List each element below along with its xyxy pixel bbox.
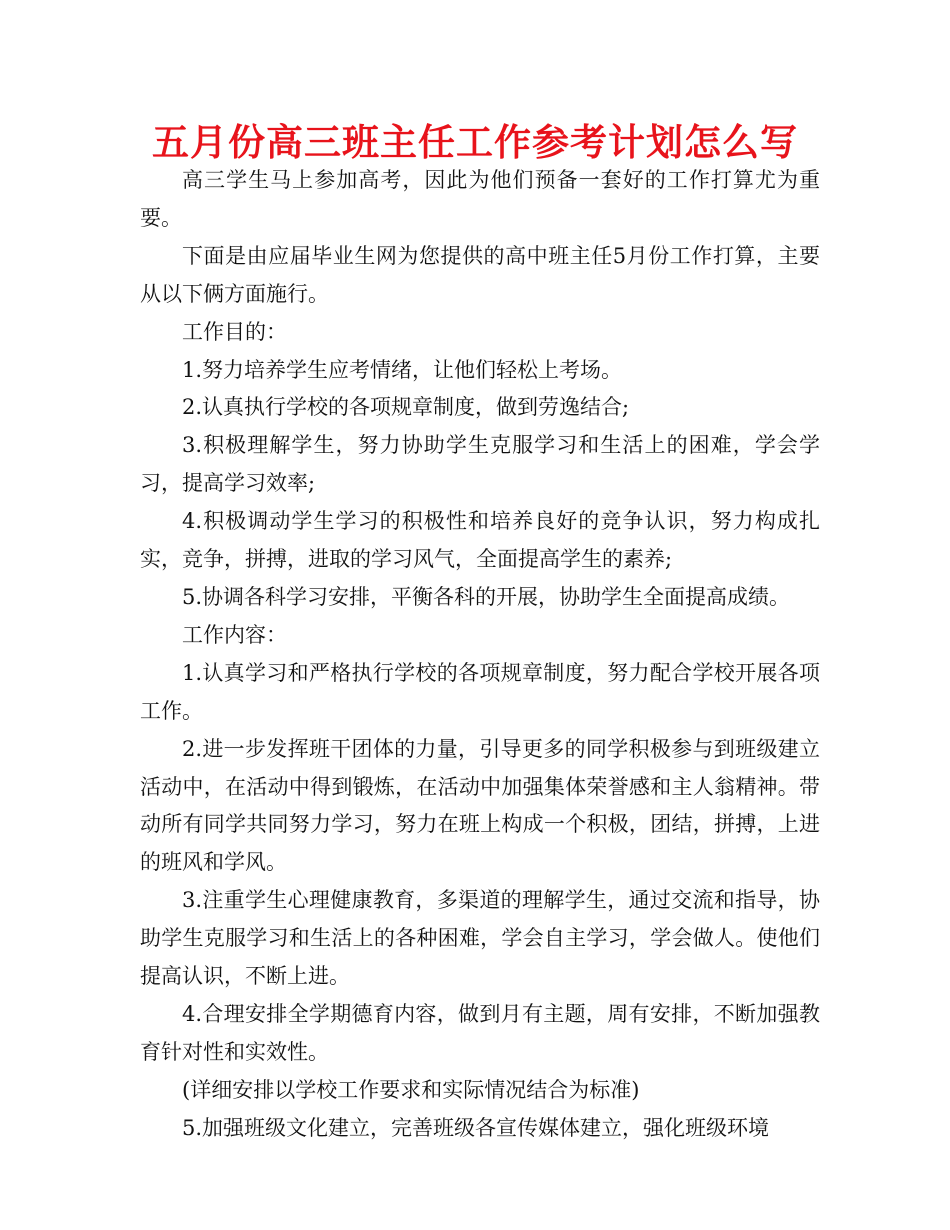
document-title: 五月份高三班主任工作参考计划怎么写 [152,121,798,164]
document-body [140,162,820,1148]
section-heading-goals: 工作目的： [182,319,287,344]
paragraph-source: 下面是由应届毕业生网为您提供的高中班主任5月份工作打算，主要从以下俩方面施行。 [140,243,820,306]
content-item-4: 4.合理安排全学期德育内容，做到月有主题，周有安排，不断加强教育针对性和实效性。 [140,1001,820,1064]
content-item-1: 1.认真学习和严格执行学校的各项规章制度，努力配合学校开展各项工作。 [140,660,820,723]
content-item-2: 2.进一步发挥班干团体的力量，引导更多的同学积极参与到班级建立活动中，在活动中得到锻炼，在活动中加强集体荣誉感和主人翁精神。带动所有同学共同努力学习，努力在班上构成一个积极，团结，拼搏，上进的班风和学风。 [140,736,820,875]
paragraph-intro: 高三学生马上参加高考，因此为他们预备一套好的工作打算尤为重要。 [140,168,820,230]
section-heading-content: 工作内容： [182,622,287,647]
goal-item-5: 5.协调各科学习安排，平衡各科的开展，协助学生全面提高成绩。 [182,584,791,609]
content-note: (详细安排以学校工作要求和实际情况结合为标准) [182,1077,640,1102]
content-item-5: 5.加强班级文化建立，完善班级各宣传媒体建立，强化班级环境 [182,1115,770,1140]
goal-item-4: 4.积极调动学生学习的积极性和培养良好的竞争认识，努力构成扎实，竞争，拼搏，进取的学习风气，全面提高学生的素养; [140,509,820,572]
goal-item-2: 2.认真执行学校的各项规章制度，做到劳逸结合; [182,395,630,420]
goal-item-3: 3.积极理解学生，努力协助学生克服学习和生活上的困难，学会学习，提高学习效率; [140,433,820,496]
content-item-3: 3.注重学生心理健康教育，多渠道的理解学生，通过交流和指导，协助学生克服学习和生活上的各种困难，学会自主学习，学会做人。使他们提高认识，不断上进。 [140,888,820,989]
goal-item-1: 1.努力培养学生应考情绪，让他们轻松上考场。 [182,357,623,382]
